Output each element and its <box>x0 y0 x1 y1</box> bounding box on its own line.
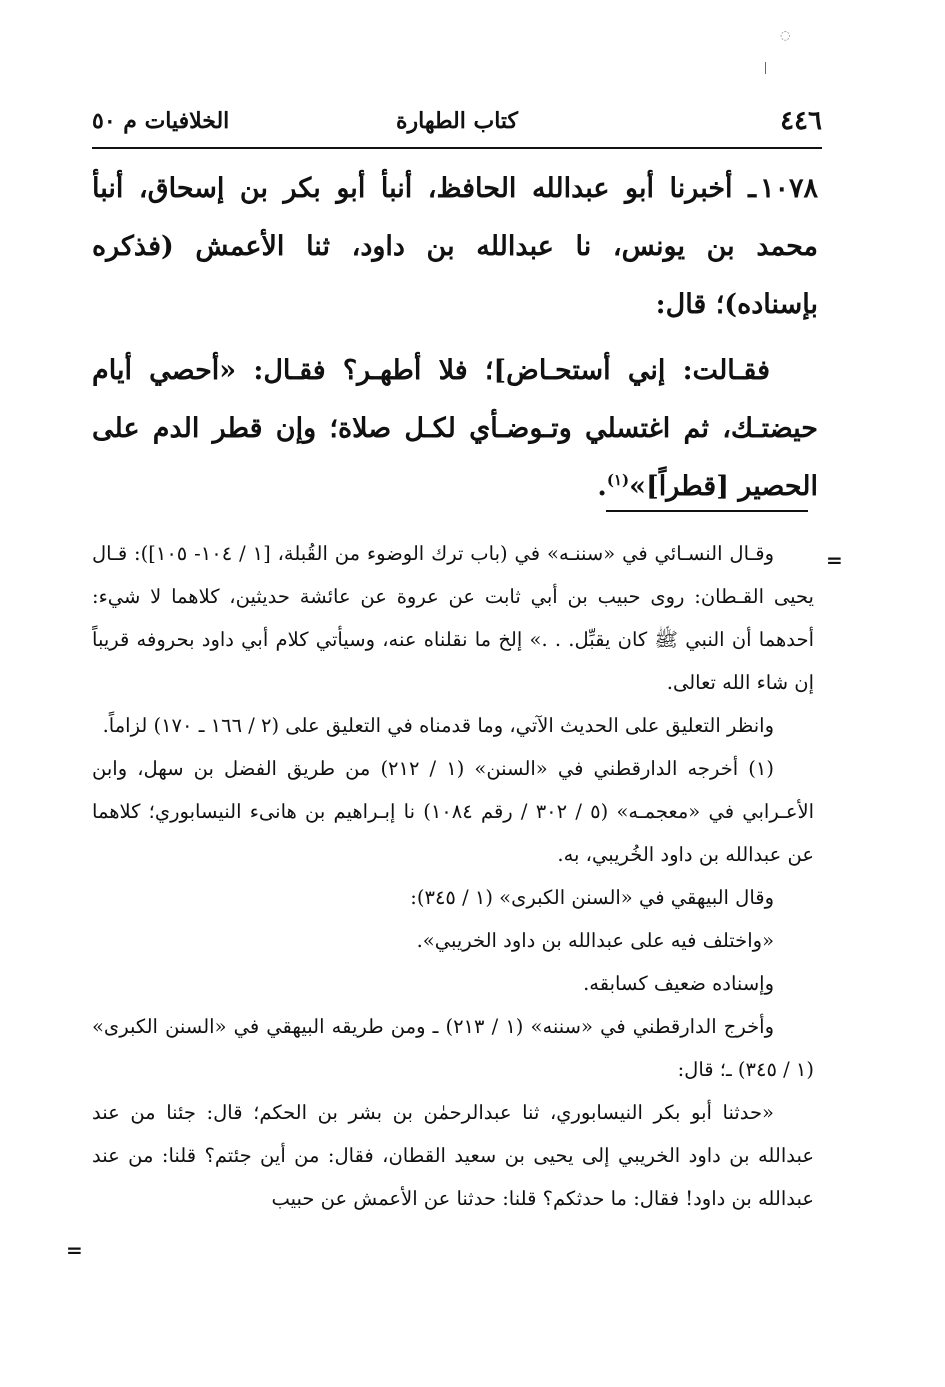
page-header <box>92 108 822 140</box>
footnote-separator <box>606 510 808 512</box>
header-rule <box>92 147 822 149</box>
footnote-line: وانظر التعليق على الحديث الآتي، وما قدمناه في التعليق على (٢ / ١٦٦ ـ ١٧٠) لزاماً. <box>102 714 774 737</box>
footnote-line: «واختلف فيه على عبدالله بن داود الخريبي». <box>416 929 774 952</box>
matn-paragraph <box>92 342 818 516</box>
matn-text: فقـالت: إني أستحـاض]؛ فلا أطهـر؟ فقـال: «أحصي أيام حيضتـك، ثم اغتسلي وتـوضـأي لكـل صلاة؛ وإن قطر الدم على الحصير [قطراً]» <box>92 355 818 502</box>
header-signature: الخلافيات م ٥٠ <box>92 108 230 134</box>
hadith-number: ١٠٧٨ <box>759 173 818 204</box>
footnote-line: «حدثنا أبو بكر النيسابوري، ثنا عبدالرحمٰن بن بشر بن الحكم؛ قال: جئنا من عند عبدالله بن داود الخريبي إلى يحيى بن سعيد القطان، فقال: من أين جئتم؟ قلنا: من عند عبدالله بن داود! فقال: ما حدثكم؟ قلنا: حدثنا عن الأعمش عن حبيب <box>92 1101 814 1210</box>
end-continuation-mark: = <box>66 1238 83 1262</box>
end-punct: . <box>597 471 607 502</box>
footnotes <box>92 532 814 1220</box>
hadith-paragraph <box>92 160 818 334</box>
continuation-mark: = <box>826 548 843 572</box>
footnote-line: وإسناده ضعيف كسابقه. <box>583 972 774 995</box>
footnote-line: وقـال النسـائي في «سننـه» في (باب ترك الوضوء من القُبلة، [١ / ١٠٤- ١٠٥]): قـال يحيى القـطان: روى حبيب بن أبي ثابت عن عروة عن عائشة حديثين، كلاهما لا شيء: أحدهما أن النبي ﷺ كان يقبِّل. . .» إلخ ما نقلناه عنه، وسيأتي كلام أبي داود بحروفه قريباً إن شاء الله تعالى. <box>92 542 814 694</box>
header-page-number: ٤٤٦ <box>780 106 822 136</box>
footnote-ref: (١) <box>606 471 630 489</box>
main-text <box>92 160 818 516</box>
scan-speck: ◌ <box>780 28 791 42</box>
hadith-text: ـ أخبرنا أبو عبدالله الحافظ، أنبأ أبو بكر بن إسحاق، أنبأ محمد بن يونس، نا عبدالله بن داود، ثنا الأعمش (فذكره بإسناده)؛ قال: <box>92 173 818 320</box>
footnote-line: (١) أخرجه الدارقطني في «السنن» (١ / ٢١٢) من طريق الفضل بن سهل، وابن الأعـرابي في «معجمـه» (٥ / ٣٠٢ / رقم ١٠٨٤) نا إبـراهيم بن هانىء النيسابوري؛ كلاهما عن عبدالله بن داود الخُريبي، به. <box>92 757 814 866</box>
footnote-line: وقال البيهقي في «السنن الكبرى» (١ / ٣٤٥): <box>410 886 774 909</box>
header-title: كتاب الطهارة <box>395 108 519 134</box>
scan-mark <box>765 62 766 74</box>
footnote-line: وأخرج الدارقطني في «سننه» (١ / ٢١٣) ـ ومن طريقه البيهقي في «السنن الكبرى» (١ / ٣٤٥) ـ؛ قال: <box>92 1015 814 1081</box>
